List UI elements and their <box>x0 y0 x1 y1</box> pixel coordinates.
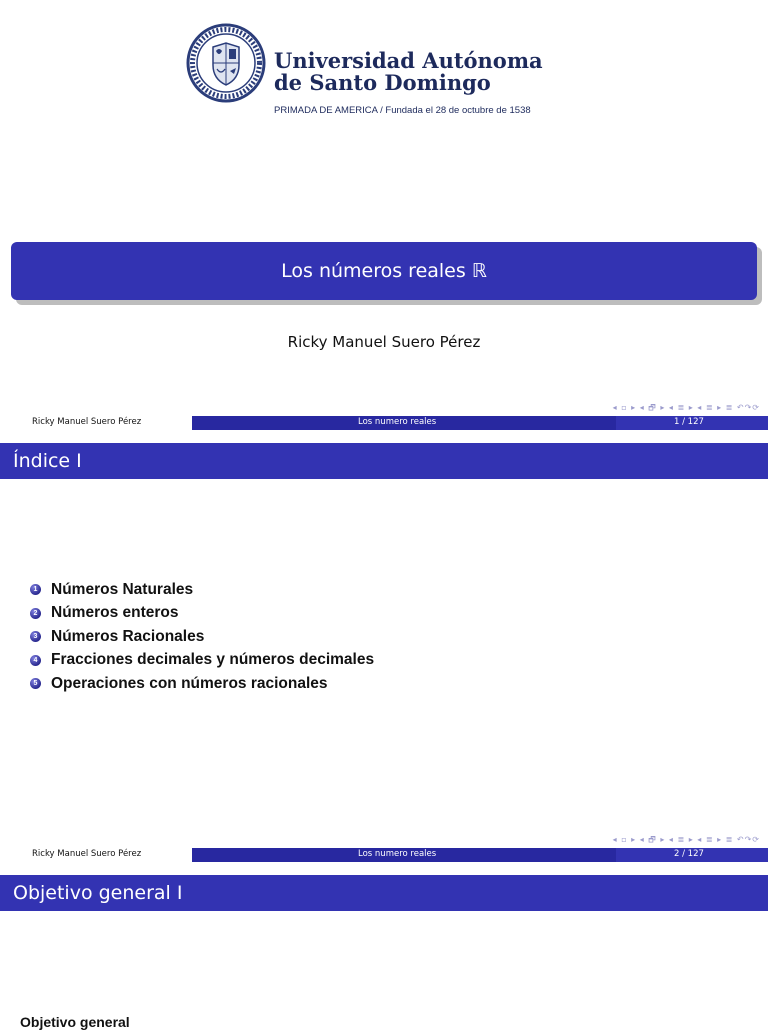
presentation-author: Ricky Manuel Suero Pérez <box>287 333 481 351</box>
slide-footer-2 <box>0 848 768 862</box>
enumerate-ball-icon: 1 <box>30 584 41 595</box>
presentation-title-box <box>11 242 757 300</box>
block-title-objetivo-general: Objetivo general <box>20 1014 130 1030</box>
enumerate-ball-icon: 5 <box>30 678 41 689</box>
beamer-navigation-symbols[interactable]: ◂ ▫ ▸ ◂ 🗗 ▸ ◂ ≣ ▸ ◂ ≣ ▸ ≣ ↶↷⟳ <box>612 835 760 844</box>
presentation-title: Los números reales ℝ <box>281 260 487 282</box>
enumerate-ball-icon: 2 <box>30 608 41 619</box>
toc-item-label: Fracciones decimales y números decimales <box>51 651 375 669</box>
footer-page-number: 1 / 127 <box>674 417 704 427</box>
footer-title: Los numero reales <box>358 417 437 427</box>
toc-item[interactable] <box>30 602 374 626</box>
toc-item-label: Números Naturales <box>51 580 194 598</box>
enumerate-ball-icon: 4 <box>30 655 41 666</box>
frame-title-bar-indice <box>0 443 768 479</box>
university-subtitle: PRIMADA DE AMERICA / Fundada el 28 de octubre de 1538 <box>274 105 531 116</box>
frame-title: Objetivo general I <box>13 882 183 904</box>
footer-title: Los numero reales <box>358 849 437 859</box>
university-name <box>274 50 543 94</box>
university-name-line2: de Santo Domingo <box>274 70 491 95</box>
toc-item-label: Operaciones con números racionales <box>51 674 328 692</box>
toc-item[interactable] <box>30 672 374 696</box>
university-seal-logo <box>186 23 266 103</box>
footer-author: Ricky Manuel Suero Pérez <box>32 417 142 427</box>
beamer-navigation-symbols[interactable]: ◂ ▫ ▸ ◂ 🗗 ▸ ◂ ≣ ▸ ◂ ≣ ▸ ≣ ↶↷⟳ <box>612 403 760 412</box>
toc-item[interactable] <box>30 625 374 649</box>
university-name-line1: Universidad Autónoma <box>274 48 543 73</box>
enumerate-ball-icon: 3 <box>30 631 41 642</box>
table-of-contents-list <box>30 578 374 696</box>
slide-footer-1 <box>0 416 768 430</box>
footer-author: Ricky Manuel Suero Pérez <box>32 849 142 859</box>
frame-title: Índice I <box>13 450 82 472</box>
toc-item-label: Números enteros <box>51 604 179 622</box>
footer-page-number: 2 / 127 <box>674 849 704 859</box>
toc-item[interactable] <box>30 578 374 602</box>
toc-item-label: Números Racionales <box>51 627 205 645</box>
frame-title-bar-objetivo <box>0 875 768 911</box>
toc-item[interactable] <box>30 649 374 673</box>
